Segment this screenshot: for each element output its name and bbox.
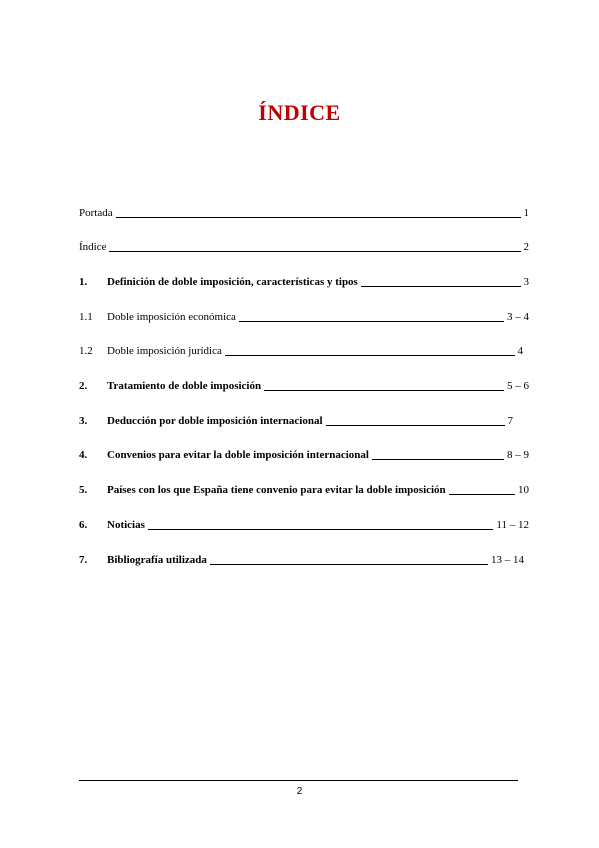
toc-leader — [109, 251, 520, 252]
page-number: 2 — [296, 786, 303, 797]
toc-leader — [210, 564, 488, 565]
toc-entry-pages: 1 — [523, 207, 529, 219]
toc-entry-number: 1.1 — [79, 311, 93, 323]
toc-leader — [116, 217, 521, 218]
footer-divider — [79, 780, 518, 781]
toc-entry-6[interactable] — [79, 516, 529, 532]
toc-entry-1-1[interactable] — [79, 308, 529, 324]
toc-leader — [449, 494, 515, 495]
toc-entry-pages: 3 – 4 — [507, 311, 529, 323]
toc-entry-number: 2. — [79, 380, 88, 392]
toc-entry-pages: 8 – 9 — [507, 449, 529, 461]
toc-entry-number: 5. — [79, 484, 88, 496]
toc-entry-pages: 3 — [523, 276, 529, 288]
toc-entry-number: 7. — [79, 554, 88, 566]
toc-entry-pages: 5 – 6 — [507, 380, 529, 392]
page-title: ÍNDICE — [258, 100, 341, 125]
toc-entry-title: Noticias — [107, 519, 145, 531]
toc-entry-1[interactable] — [79, 273, 529, 289]
toc-entry-title: Convenios para evitar la doble imposición internacional — [107, 449, 369, 461]
toc-entry-title: Doble imposición económica — [107, 311, 236, 323]
toc-entry-7[interactable] — [79, 551, 524, 567]
toc-entry-4[interactable] — [79, 446, 529, 462]
toc-entry-pages: 7 — [507, 415, 513, 427]
toc-entry-1-2[interactable] — [79, 342, 523, 358]
toc-leader — [372, 459, 504, 460]
toc-entry-title: Bibliografía utilizada — [107, 554, 207, 566]
toc-entry-title: Definición de doble imposición, características y tipos — [107, 276, 358, 288]
toc-entry-number: 4. — [79, 449, 88, 461]
toc-leader — [361, 286, 521, 287]
toc-entry-title: Deducción por doble imposición internacional — [107, 415, 323, 427]
toc-entry-number: 3. — [79, 415, 88, 427]
toc-leader — [264, 390, 504, 391]
toc-entry-pages: 13 – 14 — [491, 554, 524, 566]
toc-entry-title: Portada — [79, 207, 113, 219]
toc-entry-portada[interactable] — [79, 204, 529, 220]
toc-leader — [239, 321, 504, 322]
toc-leader — [326, 425, 505, 426]
toc-entry-number: 1. — [79, 276, 88, 288]
toc-leader — [225, 355, 515, 356]
toc-entry-pages: 11 – 12 — [496, 519, 529, 531]
toc-entry-pages: 4 — [517, 345, 523, 357]
toc-entry-title: Países con los que España tiene convenio para evitar la doble imposición — [107, 484, 446, 496]
toc-entry-3[interactable] — [79, 412, 513, 428]
toc-leader — [148, 529, 494, 530]
toc-entry-pages: 10 — [518, 484, 529, 496]
toc-entry-number: 6. — [79, 519, 88, 531]
toc-entry-5[interactable] — [79, 481, 529, 497]
toc-entry-title: Índice — [79, 241, 107, 253]
toc-entry-pages: 2 — [523, 241, 529, 253]
toc-entry-title: Tratamiento de doble imposición — [107, 380, 262, 392]
toc-entry-indice[interactable] — [79, 238, 529, 254]
toc-entry-title: Doble imposición jurídica — [107, 345, 222, 357]
toc-entry-number: 1.2 — [79, 345, 93, 357]
toc-entry-2[interactable] — [79, 377, 529, 393]
